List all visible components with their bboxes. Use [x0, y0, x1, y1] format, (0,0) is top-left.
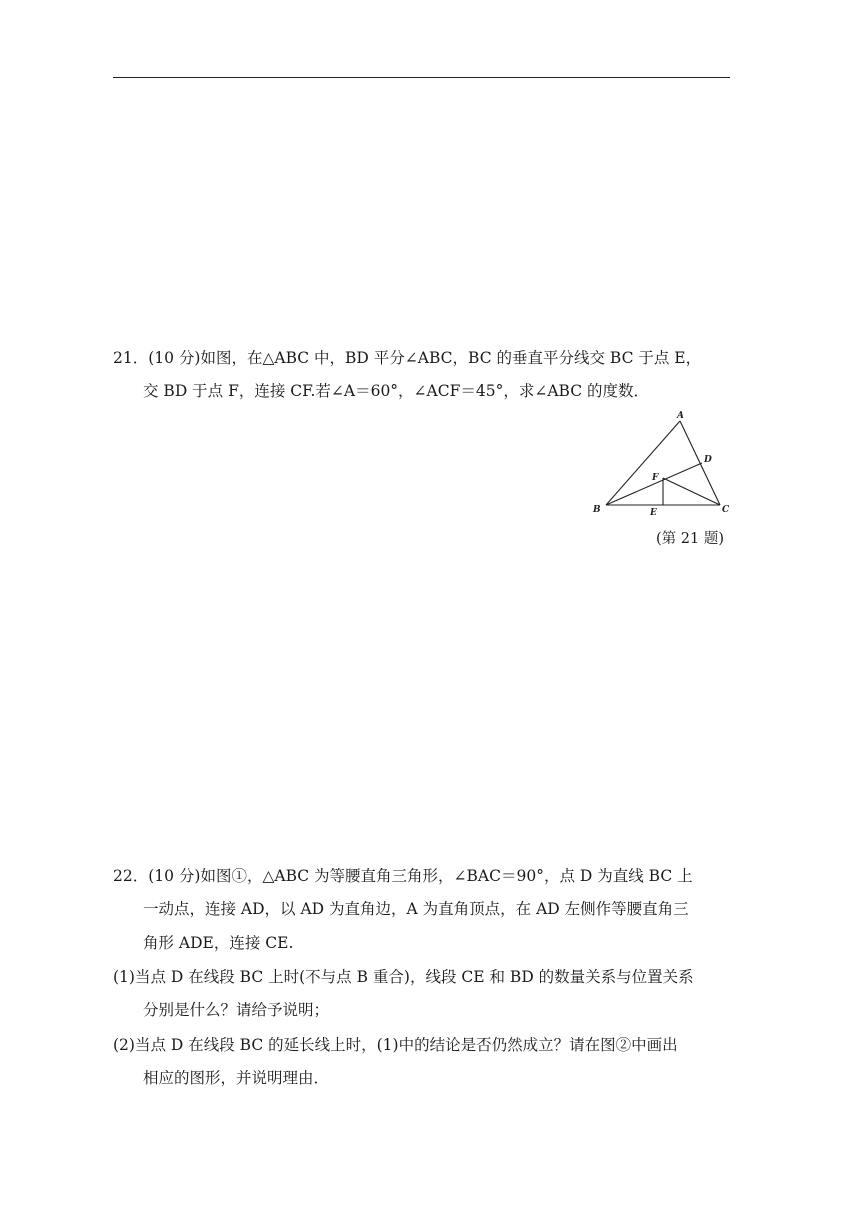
- q21-text-line-1: 21．(10 分)如图，在△ABC 中，BD 平分∠ABC，BC 的垂直平分线交 BC 于点 E，: [113, 349, 702, 367]
- q22-text-line-1: 22．(10 分)如图①，△ABC 为等腰直角三角形，∠BAC＝90°，点 D 为直线 BC 上: [113, 867, 693, 885]
- q22-text-line-2: 一动点，连接 AD，以 AD 为直角边，A 为直角顶点，在 AD 左侧作等腰直角三: [143, 900, 689, 918]
- q22-part-1-line-1: (1)当点 D 在线段 BC 上时(不与点 B 重合)，线段 CE 和 BD 的数量关系与位置关系: [113, 968, 694, 986]
- edge-ab: [606, 421, 680, 505]
- q21-text-line-2: 交 BD 于点 F，连接 CF.若∠A＝60°，∠ACF＝45°，求∠ABC 的度数．: [143, 382, 649, 400]
- q21-triangle-figure: [588, 408, 738, 520]
- q22-part-2-line-2: 相应的图形，并说明理由．: [143, 1069, 330, 1087]
- header-rule: [113, 77, 730, 78]
- label-d: D: [704, 455, 712, 465]
- q22-text-line-3: 角形 ADE，连接 CE.: [143, 934, 294, 952]
- q22-part-2-line-1: (2)当点 D 在线段 BC 的延长线上时，(1)中的结论是否仍然成立？请在图②中画出: [113, 1036, 678, 1054]
- edge-ac: [680, 421, 720, 505]
- q21-figure-caption: (第 21 题): [656, 531, 724, 547]
- label-c: C: [722, 505, 730, 515]
- segment-cf: [663, 478, 720, 505]
- label-e: E: [650, 508, 657, 518]
- segment-bd: [606, 463, 702, 505]
- label-a: A: [677, 411, 684, 421]
- label-f: F: [652, 473, 659, 483]
- label-b: B: [593, 505, 601, 515]
- q22-part-1-line-2: 分别是什么？请给予说明；: [143, 1001, 330, 1019]
